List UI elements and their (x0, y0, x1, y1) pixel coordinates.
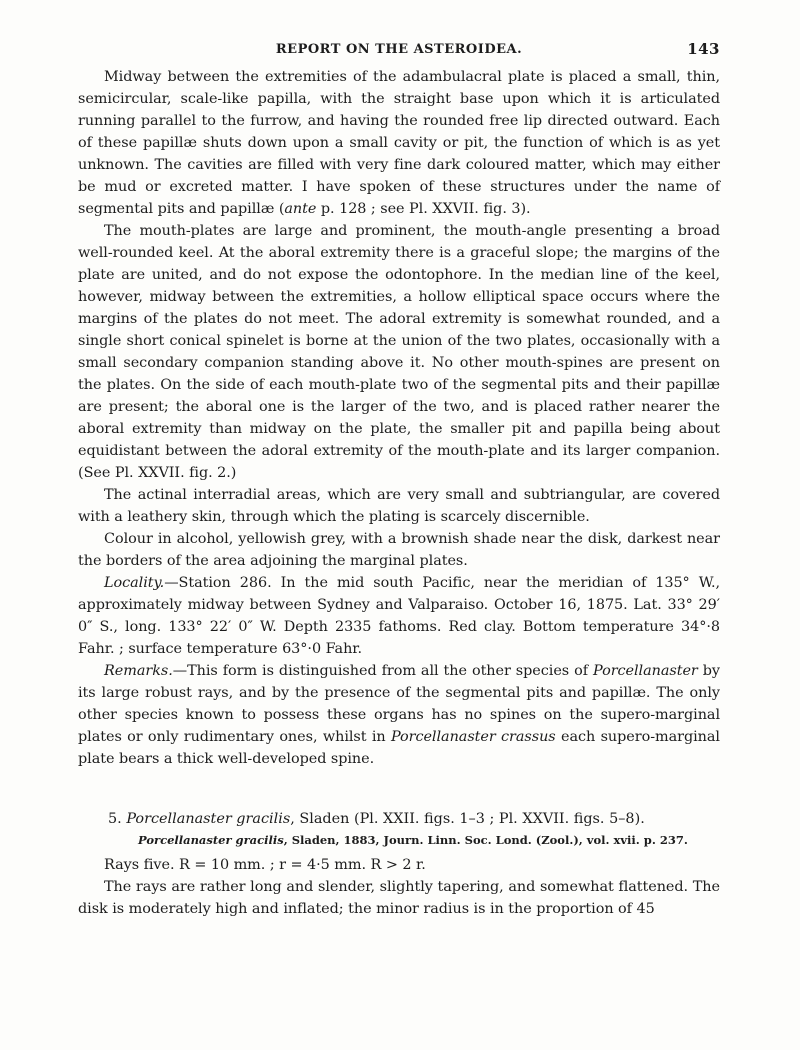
remarks-species: Porcellanaster crassus (390, 729, 556, 745)
paragraph-remarks (78, 660, 720, 770)
p1-ante: ante (284, 201, 317, 217)
page-number: 143 (687, 40, 720, 58)
remarks-c: each supero-marginal plate bears a thick well-developed spine. (78, 729, 720, 767)
paragraph-description: The rays are rather long and slender, slightly tapering, and somewhat flattened. The disk is moderately high and inflated; the minor radius is in the proportion of 45 (78, 879, 720, 917)
remarks-genus: Porcellanaster (593, 663, 698, 679)
remarks-label: Remarks. (104, 663, 173, 679)
species-name: Porcellanaster gracilis (126, 811, 291, 827)
species-citation (78, 830, 720, 850)
paragraph-adambulacral (78, 66, 720, 220)
locality-text: —Station 286. In the mid south Pacific, near the meridian of 135° W., approximately midway between Sydney and Valparaiso. October 16, 1875. Lat. 33° 29′ 0″ S., long. 133° 22′ 0″ W. Depth 2335 fathoms. Red clay. Bottom temperature 34°·8 Fahr. ; surface temperature 63°·0 Fahr. (78, 575, 720, 657)
remarks-b: by its large robust rays, and by the presence of the segmental pits and papillæ. The only other species known to possess these organs has no spines on the supero-marginal plates or only rudimentary ones, whilst in (78, 663, 720, 745)
remarks-a: —This form is distinguished from all the other species of (172, 663, 594, 679)
page-header (78, 38, 720, 66)
section-gap (78, 770, 720, 790)
rays-measurements: Rays five. R = 10 mm. ; r = 4·5 mm. R > 2 r. (104, 857, 426, 873)
p1-end: p. 128 ; see Pl. XXVII. fig. 3). (316, 201, 531, 217)
species-plates: , Sladen (Pl. XXII. figs. 1–3 ; Pl. XXVII. figs. 5–8). (290, 811, 645, 827)
citation-rest: , Sladen, 1883, Journ. Linn. Soc. Lond. (Zool.), vol. xvii. p. 237. (283, 833, 688, 847)
locality-label: Locality. (104, 575, 165, 591)
citation-name: Porcellanaster gracilis (138, 833, 284, 847)
p1-text: Midway between the extremities of the adambulacral plate is placed a small, thin, semicircular, scale-like papilla, with the straight base upon which it is articulated running parallel to the furrow, and having the rounded free lip directed outward. Each of these papillæ shuts down upon a small cavity or pit, the function of which is as yet unknown. The cavities are filled with very fine dark coloured matter, which may either be mud or excreted matter. I have spoken of these structures under the name of segmental pits and papillæ ( (78, 69, 720, 217)
paragraph-actinal: The actinal interradial areas, which are very small and subtriangular, are covered with a leathery skin, through which the plating is scarcely discernible. (78, 487, 720, 525)
paragraph-locality (78, 572, 720, 660)
paragraph-colour: Colour in alcohol, yellowish grey, with a brownish shade near the disk, darkest near the borders of the area adjoining the marginal plates. (78, 531, 720, 569)
species-heading (78, 808, 720, 830)
running-title: REPORT ON THE ASTEROIDEA. (275, 42, 523, 57)
species-number: 5. (108, 811, 127, 827)
paragraph-mouth-plates: The mouth-plates are large and prominent, the mouth-angle presenting a broad well-rounded keel. At the aboral extremity there is a graceful slope; the margins of the plate are united, and do not expose the odontophore. In the median line of the keel, however, midway between the extremities, a hollow elliptical space occurs where the margins of the plates do not meet. The adoral extremity is somewhat rounded, and a single short conical spinelet is borne at the union of the two plates, occasionally with a small secondary companion standing above it. No other mouth-spines are present on the plates. On the side of each mouth-plate two of the segmental pits and their papillæ are present; the aboral one is the larger of the two, and is placed rather nearer the aboral extremity than midway on the plate, the smaller pit and papilla being about equidistant between the adoral extremity of the mouth-plate and its larger companion. (See Pl. XXVII. fig. 2.) (78, 223, 720, 481)
